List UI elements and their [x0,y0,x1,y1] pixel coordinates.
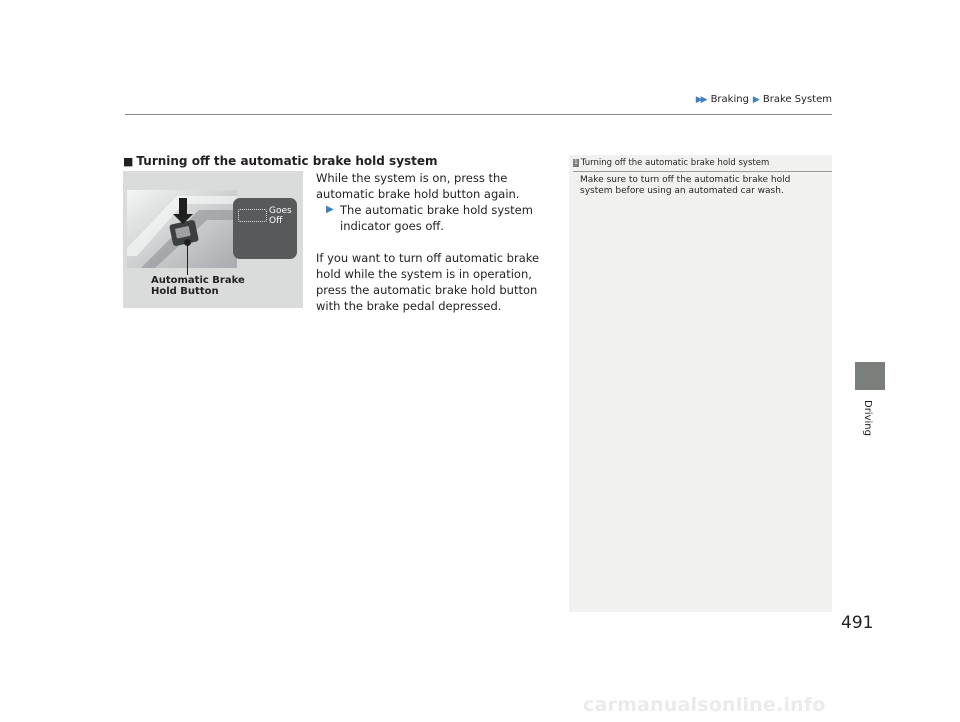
side-tab-label: Driving [862,400,873,436]
breadcrumb-level2: Brake System [762,94,832,105]
body-text [316,170,556,314]
figure-label [151,275,245,297]
note-text: Make sure to turn off the automatic brake hold system before using an automated car wash. [580,175,791,196]
breadcrumb [696,94,832,105]
sub-item-arrow-icon: ▶ [326,204,334,215]
breadcrumb-level1: Braking [710,94,749,105]
breadcrumb-arrow-icon: ▶▶ [695,94,706,105]
page-number: 491 [841,613,874,633]
heading-text: Turning off the automatic brake hold system [136,154,438,168]
indicator-status-line1: Goes [269,206,292,216]
paragraph-1: While the system is on, press the automatic brake hold button again. [316,171,520,201]
indicator-status-line2: Off [269,216,283,226]
sub-item-text: The automatic brake hold system indicator goes off. [340,203,533,233]
figure-label-line2: Hold Button [151,286,219,297]
brake-hold-button-illustration [127,190,237,268]
side-tab [855,362,885,390]
note-number-badge: 1 [574,159,578,166]
paragraph-2: If you want to turn off automatic brake hold while the system is in operation, press the automatic brake hold button with the brake pedal depressed. [316,251,540,313]
watermark: carmanualsonline.info [583,694,826,716]
note-rule [573,171,832,172]
note-title [573,158,769,168]
note-box [569,155,832,612]
paragraph-gap [316,234,556,250]
indicator-status [269,206,292,226]
brake-hold-figure [123,171,303,308]
note-title-text: Turning off the automatic brake hold system [580,158,770,168]
callout-line [187,242,188,275]
indicator-panel [233,198,297,259]
sub-item [326,202,556,234]
figure-label-line1: Automatic Brake [151,275,245,286]
heading-square-icon: ■ [123,154,134,168]
indicator-outline [238,209,267,222]
section-heading [123,154,438,168]
breadcrumb-separator-icon: ▶ [752,94,758,105]
header-rule [125,114,832,115]
